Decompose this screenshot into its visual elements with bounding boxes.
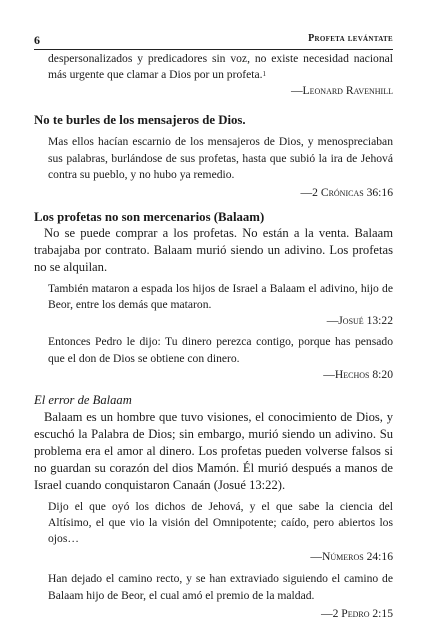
section-heading-mensajeros: No te burles de los mensajeros de Dios. bbox=[34, 113, 246, 128]
cronicas-attribution-text: —2 Crónicas 36:16 bbox=[300, 186, 393, 200]
hechos-attribution-text: —Hechos 8:20 bbox=[323, 367, 393, 381]
cronicas-quote: Mas ellos hacían escarnio de los mensajeros de Dios, y menospreciaban sus palabras, burlándose de sus profetas, hasta que subió la ira de Jehová contra su pueblo, y no hubo ya remedio. bbox=[48, 135, 393, 181]
footnote-marker: 1 bbox=[262, 70, 267, 79]
page-number: 6 bbox=[34, 33, 40, 47]
error-balaam-body: Balaam es un hombre que tuvo visiones, el conocimiento de Dios, y escuchó la Palabra de Dios; sin embargo, murió siendo un adivino. Su problema era el amor al dinero. Los profetas pueden volverse falsos si no guardan su corazón del dios Mamón. Él murió después a manos de Israel cuando conquistaron Canaán (Josué 13:22). bbox=[34, 409, 393, 492]
section-heading-mercenarios: Los profetas no son mercenarios (Balaam) bbox=[34, 210, 265, 225]
josue-attribution bbox=[34, 313, 393, 329]
ravenhill-attribution bbox=[34, 83, 393, 99]
pedro-quote: Han dejado el camino recto, y se han extraviado siguiendo el camino de Balaam hijo de Beor, el cual amó el premio de la maldad. bbox=[48, 572, 393, 602]
josue-attribution-text: —Josué 13:22 bbox=[326, 314, 393, 328]
numeros-attribution bbox=[34, 549, 393, 565]
header-rule bbox=[34, 49, 393, 50]
ravenhill-quote bbox=[48, 51, 393, 83]
ravenhill-quote-text: despersonalizados y predicadores sin voz, no existe necesidad nacional más urgente que clamar a Dios por un profeta. bbox=[48, 52, 393, 82]
cronicas-attribution bbox=[34, 185, 393, 201]
running-title bbox=[308, 33, 393, 44]
pedro-attribution-text: —2 Pedro 2:15 bbox=[320, 606, 393, 620]
running-title-text: Profeta levántate bbox=[308, 33, 393, 44]
numeros-attribution-text: —Números 24:16 bbox=[310, 550, 393, 564]
page-content bbox=[34, 51, 393, 622]
pedro-attribution bbox=[34, 606, 393, 622]
subheading-error-de-balaam: El error de Balaam bbox=[34, 392, 132, 407]
numeros-quote: Dijo el que oyó los dichos de Jehová, y el que sabe la ciencia del Altísimo, el que vio la visión del Omnipotente; caído, pero abiertos los ojos… bbox=[48, 499, 393, 546]
hechos-quote: Entonces Pedro le dijo: Tu dinero perezca contigo, porque has pensado que el don de Dios se obtiene con dinero. bbox=[48, 335, 393, 365]
josue-quote: También mataron a espada los hijos de Israel a Balaam el adivino, hijo de Beor, entre los demás que mataron. bbox=[48, 282, 393, 312]
hechos-attribution bbox=[34, 367, 393, 383]
ravenhill-attribution-text: —Leonard Ravenhill bbox=[290, 84, 393, 98]
mercenarios-body: No se puede comprar a los profetas. No están a la venta. Balaam trabajaba por contrato. Balaam murió siendo un adivino. Los profetas no se alquilan. bbox=[34, 226, 393, 275]
